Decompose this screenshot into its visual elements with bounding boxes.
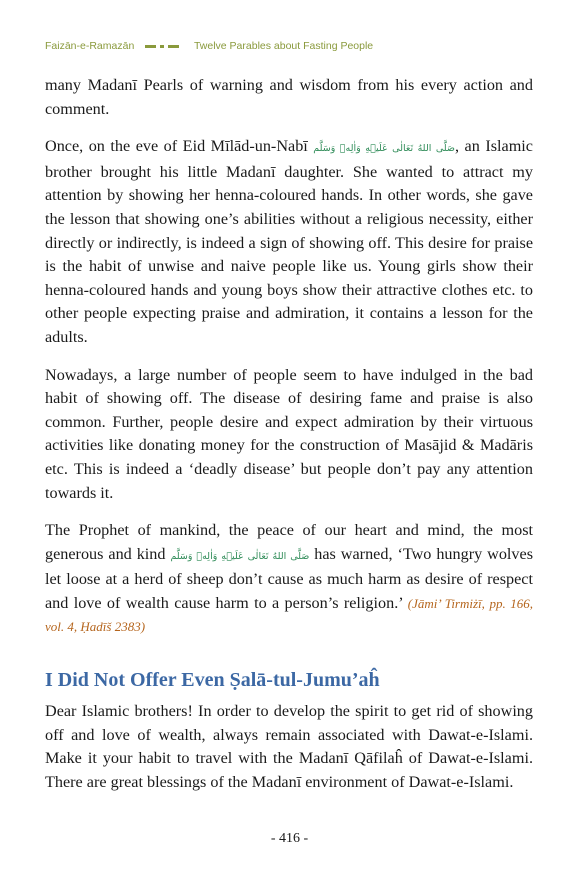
paragraph-4-start: The Prophet of mankind, the peace of our heart and mind, the most generous and kind — [45, 521, 533, 563]
paragraph-5: Dear Islamic brothers! In order to develop the spirit to get rid of showing off and love of wealth, always remain associated with Dawat-e-Islami. Make it your habit to travel with the Madanī Qāfilaĥ of Dawat-e-Islami. There are great blessings of the Madanī environment of Dawat-e-Islami. — [45, 702, 533, 791]
section-heading: I Did Not Offer Even Ṣalā-tul-Jumu’aĥ — [45, 669, 380, 692]
hadith-reference: (Jāmi’ Tirmiżī, pp. 166, vol. 4, Ḥadīš 2383) — [45, 595, 533, 635]
paragraph-1: many Madanī Pearls of warning and wisdom from his every action and comment. — [45, 76, 533, 118]
header-separator — [145, 40, 183, 52]
salutation-calligraphy: صَلَّى اللهُ تَعَالٰى عَلَيۡهِ وَاٰلِهٖ وَسَلَّم — [313, 143, 455, 155]
paragraph-2-rest: , an Islamic brother brought his little Madanī daughter. She wanted to attract my attention by showing her henna-coloured hands. In other words, she gave the lesson that showing one’s abilities without a religious necessity, either directly or indirectly, is indeed a sign of showing off. This desire for praise is the habit of unwise and naive people like us. Young girls show their henna-coloured hands and young boys show their attractive clothes etc. to other people expecting praise and admiration, it contains a lesson for the adults. — [45, 137, 533, 346]
page-content — [45, 74, 533, 808]
paragraph-4 — [45, 519, 533, 639]
page-number: - 416 - — [270, 831, 309, 846]
paragraph-3: Nowadays, a large number of people seem to have indulged in the bad habit of showing off. The disease of desiring fame and praise is also common. Further, people desire and expect admiration by their virtuous activities like donating money for the construction of Masājid & Madāris etc. This is indeed a ‘deadly disease’ but people don’t pay any attention towards it. — [45, 365, 533, 502]
book-title: Faizān-e-Ramazān — [45, 40, 135, 52]
salutation-calligraphy-2: صَلَّى اللهُ تَعَالٰى عَلَيۡهِ وَاٰلِهٖ وَسَلَّم — [170, 550, 310, 562]
running-header — [45, 40, 545, 52]
chapter-title: Twelve Parables about Fasting People — [193, 40, 374, 52]
paragraph-2-start: Once, on the eve of Eid Mīlād-un-Nabī — [45, 137, 314, 156]
paragraph-2 — [45, 135, 533, 349]
paragraph-4-rest: has warned, ‘Two hungry wolves let loose at a herd of sheep don’t cause as much harm as desire of respect and love of wealth cause harm to a person’s religion.’ — [45, 544, 534, 612]
